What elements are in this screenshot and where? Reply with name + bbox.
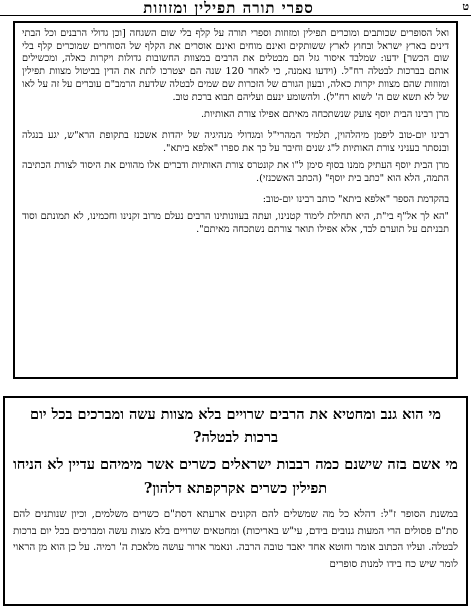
question-body: במשנת הסופר ז"ל: דהלא כל מה שמשלים להם הקונים ארעתא דסת"ם כשרים משלמים, וכיון שנותנים להם סת"ם פסולים הרי המעות גנובים בידם, עי"ש באריכות) ומחטאים שרויים בלא מצות עשה ומברכים בכל יום ברכות לבטלה. ועליו הכתוב אומר וחוטא אחד יאבד טובה הרבה. ונאמר ארור עושה מלאכת ה' רמיה. על כן הוא מן הראוי לומר שיש כח בידו למנות סופרים [13, 509, 458, 570]
question-heading-2: מי אשם בזה שישנם כמה רבבות ישראלים כשרים אשר מימיהם עדיין לא הניחו תפילין כשרים אקרקפתא דלהון? [13, 456, 458, 497]
question-heading-1: מי הוא גנב ומחטיא את הרבים שרויים בלא מצוות עשה ומברכים בכל יום ברכות לבטלה? [30, 406, 441, 446]
paragraph-yom-tov: רבינו יום-טוב ליפמן מיהלהוין, תלמיד המהרי"ל ומגדולי מנהיגיה של יהדות אשכנז בתקופת הרא"ש, יגע בנגלה ובנסתר בעניני צורת האותיות ל"ג שנים וחיבר על כך את ספרו "אלפא ביתא". [22, 129, 449, 154]
paragraph-ktav-beit-yosef: מרן הבית יוסף העתיק ממנו בסוף סימן ל"ו את קונטרס צורת האותיות ודברים אלו מהווים את היסוד לצורת הכתיבה התמה, הלא הוא "כתב בית יוסף" (הכתב האשכנזי). [22, 160, 449, 185]
running-title: ספרי תורה תפילין ומזוזות [143, 0, 314, 17]
page-header [0, 0, 471, 16]
question-box [3, 396, 468, 606]
paragraph-beit-yosef: מרן רבינו הבית יוסף צועק שנשתכחה מאיתם אפילו צורת האותיות. [200, 109, 449, 121]
paragraph-intro-label: בהקדמת הספר "אלפא ביתא" כותב רבינו יום-טוב: [262, 193, 449, 205]
page-number: ט [462, 0, 469, 13]
paragraph-warning: ואל הסופרים שכותבים ומוכרים תפילין ומזוזות וספרי תורה על קלף בלי שום השגחה [וכן גדולי הרבנים וכל הבתי דינים בארץ ישראל ובחוץ לארץ ששותקים ואינם מוחים ואינם אוסרים את הקלף של הסוחרים שמוכרים קלף בלי שום הכשר] ידעו: שמלבד איסור גזל הם מבטלים את הרבים במצוות החשובות גדולות ויקרות כאלה, ומכשילים אותם בברכות לבטלה רח"ל. (וידעו נאמנה, כי לאחר 120 שנה הם יצטרכו לתת את הדין בביטול מצוות תפילין ומזוזות שהם מצוות יקרות כאלה, ובעון הגורם של הזכרות שם שמים לבטלה שלדעת הרמב"ם עוברים על זה על לאו של לא תשא שם ה' לשוא רח"ל). ולהשומע ינעם ועליהם תבוא ברכת טוב. [22, 28, 449, 103]
main-text-box [13, 21, 458, 379]
paragraph-quote: "הא לך אל"ף בי"ת, היא תחילת לימוד קטנינו, ועתה בעוונותינו הרבים נעלם מרוב זקנינו וחכמינו, לא תמונתם וסוד תבניתם על תוערם לבד, אלא אפילו תואר צורתם נשתכחה מאיתם". [22, 211, 449, 236]
